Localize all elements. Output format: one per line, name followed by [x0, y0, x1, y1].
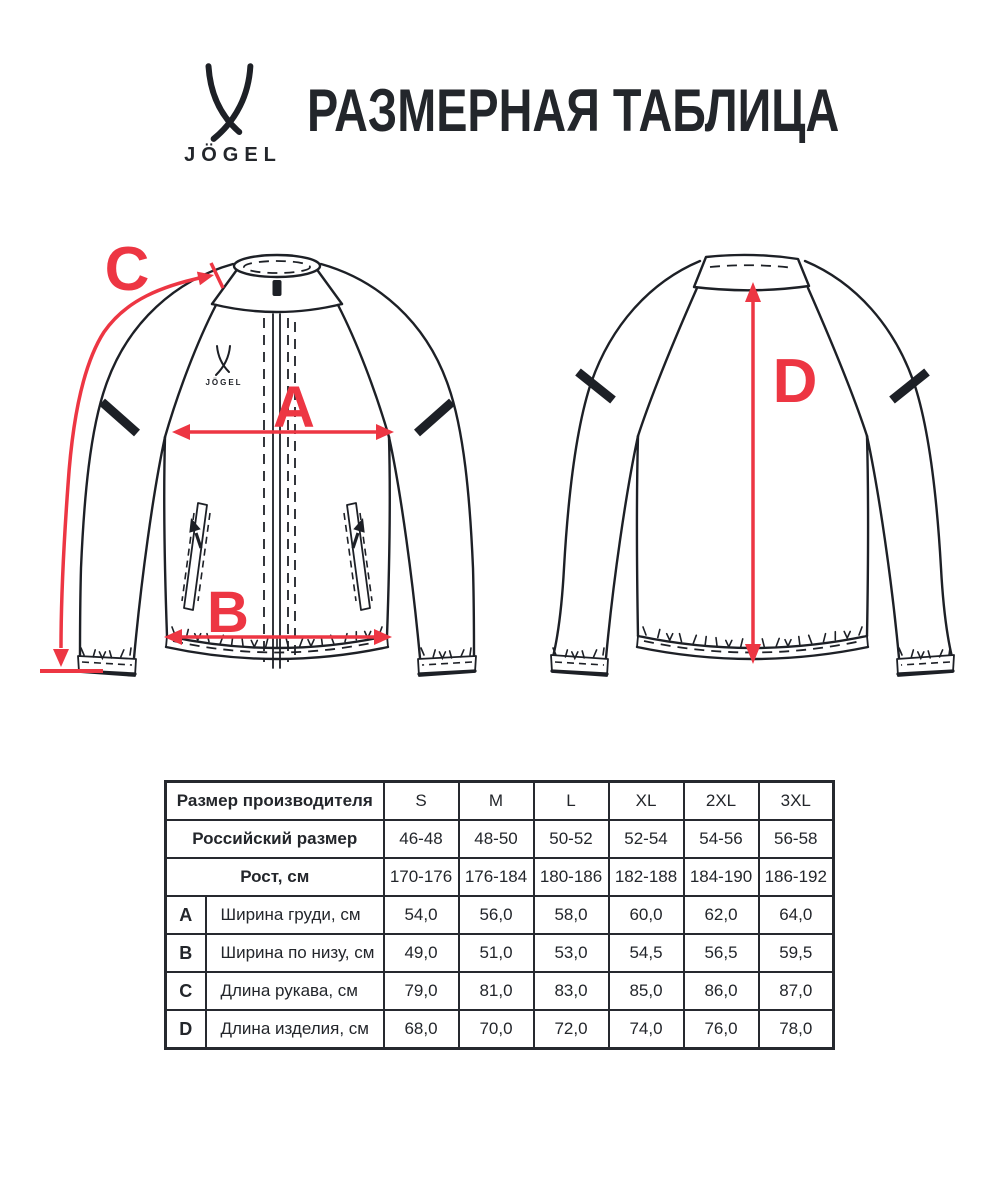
back-left-sleeve-inner	[606, 436, 638, 658]
front-right-cuff	[418, 648, 476, 676]
table-row-height	[166, 858, 834, 896]
back-right-sleeve-inner	[867, 436, 899, 658]
front-left-shoulder-stripe	[102, 402, 137, 433]
front-hem	[166, 627, 388, 659]
front-right-raglan-seam	[338, 305, 389, 437]
chest-logo-text: JÖGEL	[205, 378, 243, 387]
sleeve-length-arrow	[40, 263, 223, 671]
table-row-garment-length	[166, 1010, 834, 1049]
value-cell: 70,0	[459, 1010, 534, 1049]
jacket-back-view	[551, 255, 954, 676]
back-right-side-seam	[867, 436, 868, 636]
back-left-raglan-seam	[638, 288, 697, 436]
front-right-sleeve-outer	[321, 264, 474, 657]
front-collar-right-edge	[318, 271, 342, 304]
value-cell: 56-58	[759, 820, 834, 858]
value-cell: 58,0	[534, 896, 609, 934]
letter-cell: B	[166, 934, 206, 972]
front-right-shoulder-stripe	[417, 402, 452, 433]
value-cell: 176-184	[459, 858, 534, 896]
front-neckline	[212, 304, 342, 312]
bottom-width-label: B	[207, 580, 249, 645]
value-cell: 186-192	[759, 858, 834, 896]
size-name-cell: L	[534, 782, 609, 821]
table-row-producer-size	[166, 782, 834, 821]
value-cell: 53,0	[534, 934, 609, 972]
front-left-pocket	[182, 503, 210, 610]
table-row-russian-size	[166, 820, 834, 858]
value-cell: 51,0	[459, 934, 534, 972]
value-cell: 83,0	[534, 972, 609, 1010]
value-cell: 180-186	[534, 858, 609, 896]
back-collar	[694, 255, 809, 290]
table-row-sleeve-length	[166, 972, 834, 1010]
front-left-sleeve-inner	[134, 437, 165, 658]
back-left-cuff	[551, 648, 608, 676]
row-label-russian-size: Российский размер	[166, 820, 384, 858]
jacket-measurement-diagram	[0, 230, 998, 760]
garment-length-label: D	[772, 347, 818, 416]
back-right-shoulder-stripe	[892, 372, 927, 400]
letter-cell: C	[166, 972, 206, 1010]
front-left-raglan-seam	[165, 305, 216, 437]
table-row-bottom-width	[166, 934, 834, 972]
garment-length-arrow	[745, 282, 761, 664]
size-name-cell: 2XL	[684, 782, 759, 821]
back-right-sleeve-outer	[805, 261, 952, 657]
value-cell: 76,0	[684, 1010, 759, 1049]
zipper-pull	[273, 280, 282, 296]
value-cell: 182-188	[609, 858, 684, 896]
front-right-sleeve-inner	[389, 437, 420, 658]
value-cell: 56,0	[459, 896, 534, 934]
back-left-shoulder-stripe	[578, 372, 613, 400]
front-right-side-seam	[387, 437, 390, 636]
front-left-side-seam	[164, 437, 167, 636]
value-cell: 87,0	[759, 972, 834, 1010]
value-cell: 72,0	[534, 1010, 609, 1049]
value-cell: 54,5	[609, 934, 684, 972]
size-table	[164, 780, 835, 1050]
param-label-cell: Длина изделия, см	[206, 1010, 384, 1049]
size-name-cell: S	[384, 782, 459, 821]
chest-logo-icon	[216, 346, 230, 375]
value-cell: 60,0	[609, 896, 684, 934]
value-cell: 54-56	[684, 820, 759, 858]
size-name-cell: M	[459, 782, 534, 821]
value-cell: 56,5	[684, 934, 759, 972]
letter-cell: D	[166, 1010, 206, 1049]
value-cell: 46-48	[384, 820, 459, 858]
param-label-cell: Ширина по низу, см	[206, 934, 384, 972]
front-neck-seam-dashed	[244, 261, 310, 273]
value-cell: 59,5	[759, 934, 834, 972]
value-cell: 86,0	[684, 972, 759, 1010]
front-right-pocket	[344, 503, 372, 610]
jogel-logo-icon	[193, 62, 265, 144]
table-row-chest-width	[166, 896, 834, 934]
value-cell: 170-176	[384, 858, 459, 896]
letter-cell: A	[166, 896, 206, 934]
jacket-front-view	[40, 235, 476, 676]
value-cell: 64,0	[759, 896, 834, 934]
value-cell: 68,0	[384, 1010, 459, 1049]
param-label-cell: Ширина груди, см	[206, 896, 384, 934]
param-label-cell: Длина рукава, см	[206, 972, 384, 1010]
back-right-cuff	[897, 648, 954, 676]
back-left-sleeve-outer	[553, 261, 700, 657]
value-cell: 52-54	[609, 820, 684, 858]
size-name-cell: 3XL	[759, 782, 834, 821]
value-cell: 79,0	[384, 972, 459, 1010]
page-title: РАЗМЕРНАЯ ТАБЛИЦА	[307, 77, 840, 144]
value-cell: 54,0	[384, 896, 459, 934]
value-cell: 81,0	[459, 972, 534, 1010]
value-cell: 85,0	[609, 972, 684, 1010]
chest-width-label: A	[273, 375, 315, 440]
value-cell: 62,0	[684, 896, 759, 934]
jogel-wordmark: JÖGEL	[184, 144, 282, 166]
sleeve-length-label: C	[104, 235, 150, 304]
value-cell: 48-50	[459, 820, 534, 858]
value-cell: 74,0	[609, 1010, 684, 1049]
size-name-cell: XL	[609, 782, 684, 821]
row-label-producer-size: Размер производителя	[166, 782, 384, 821]
value-cell: 184-190	[684, 858, 759, 896]
row-label-height: Рост, см	[166, 858, 384, 896]
value-cell: 49,0	[384, 934, 459, 972]
back-left-side-seam	[637, 436, 638, 636]
value-cell: 78,0	[759, 1010, 834, 1049]
value-cell: 50-52	[534, 820, 609, 858]
